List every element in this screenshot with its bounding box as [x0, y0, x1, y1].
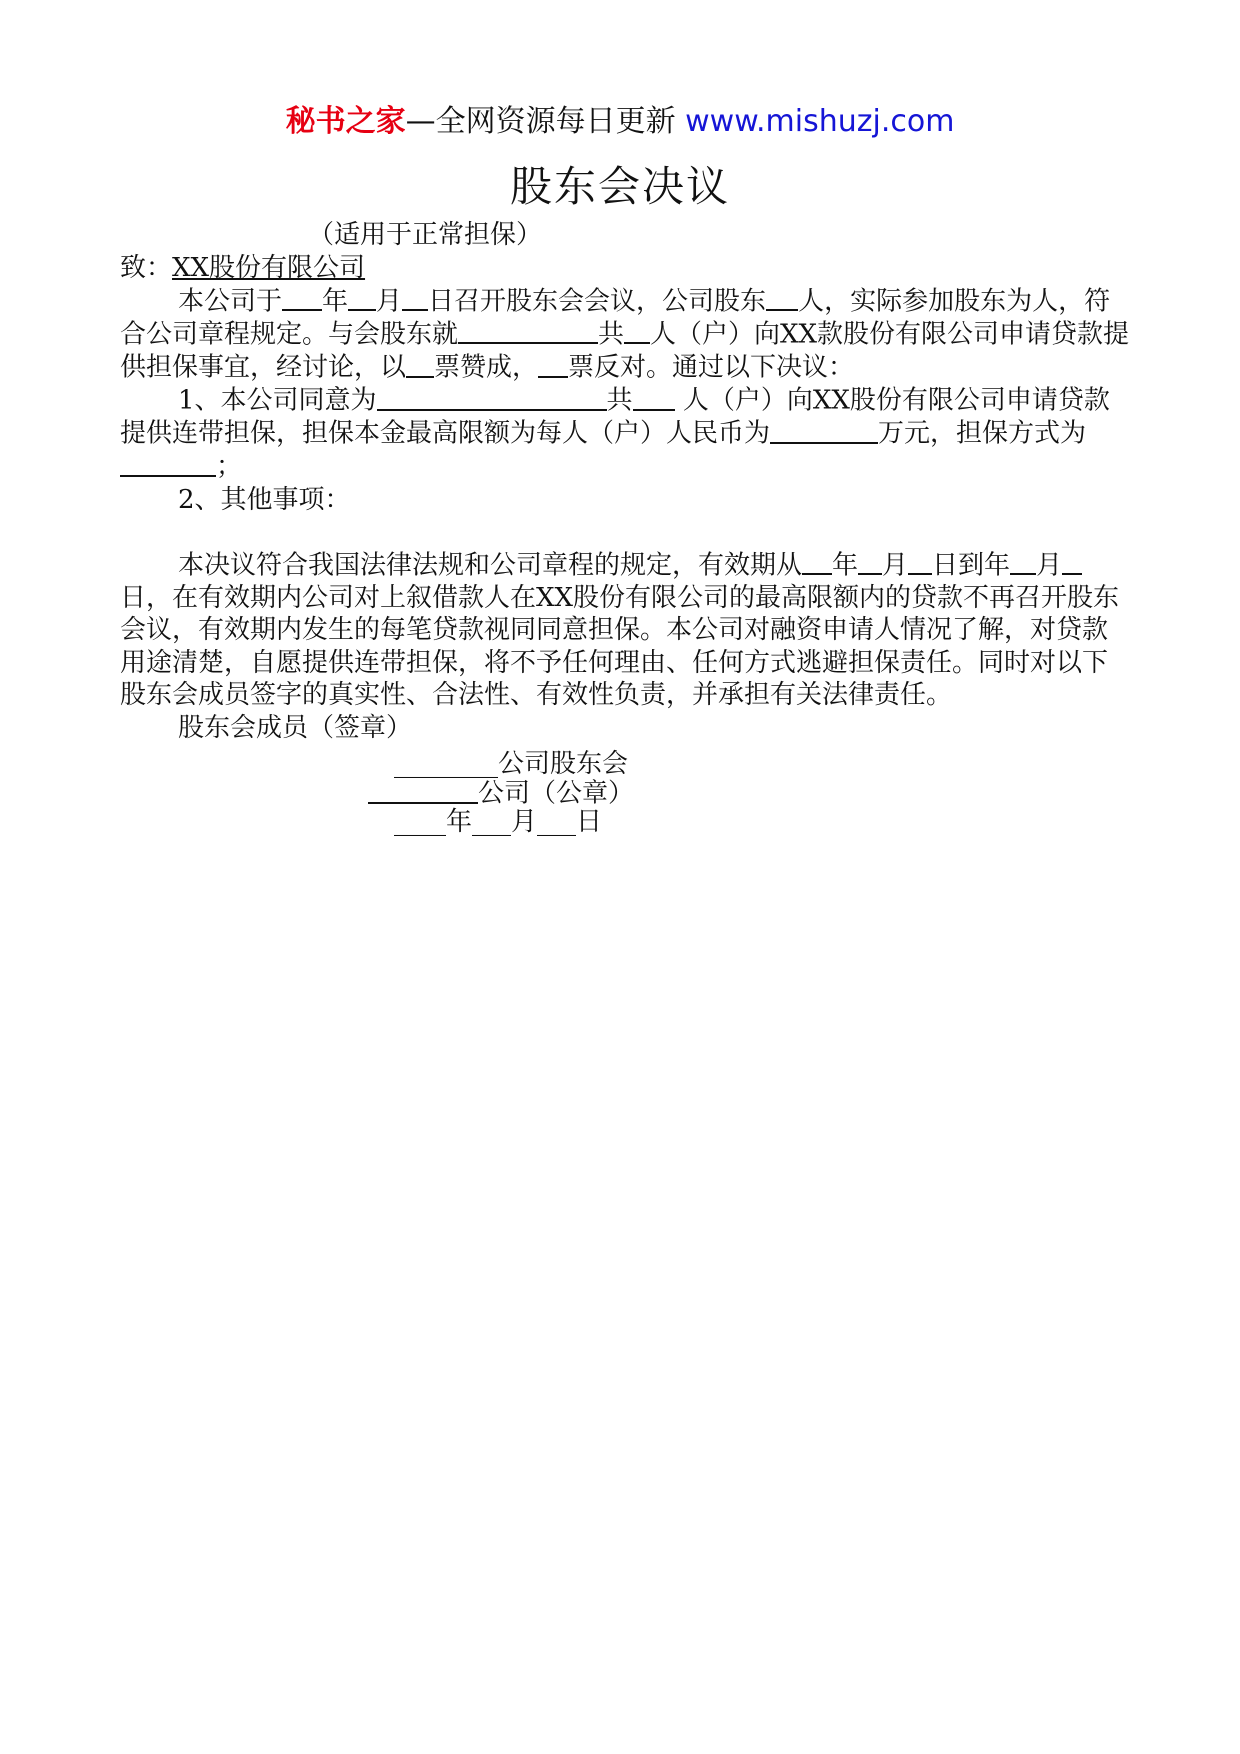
header-slogan: —全网资源每日更新 — [405, 104, 676, 139]
blank-party-count — [633, 384, 675, 411]
text-run: 人，实际参加股东为人，符合公司章程规定。与会股东就 — [120, 286, 1111, 350]
text-run: 月 — [882, 550, 909, 581]
validity-paragraph — [120, 549, 1130, 712]
text-run: 本公司于 — [178, 286, 283, 317]
blank-end-month — [1010, 549, 1036, 576]
blank-year — [282, 285, 322, 312]
text-run: 月 — [1036, 550, 1063, 581]
text-run: 共 — [598, 319, 625, 350]
blank-votes-against — [538, 351, 568, 378]
blank-start-month — [858, 549, 882, 576]
site-url[interactable]: www.mishuzj.com — [685, 104, 955, 139]
text-run: 共 — [606, 385, 633, 416]
signature-date: ____年___月___日 — [394, 807, 603, 837]
signature-board: ________公司股东会 — [394, 749, 629, 779]
text-run: 票赞成， — [434, 352, 539, 383]
resolution-item-2: 2、其他事项： — [178, 484, 351, 515]
text-run: 年 — [832, 550, 859, 581]
document-title: 股东会决议 — [509, 162, 730, 211]
brand-name: 秘书之家 — [285, 104, 406, 139]
text-run: 票反对。通过以下决议： — [568, 352, 855, 383]
blank-shareholder-count — [766, 285, 798, 312]
text-run: 人（户）向XX股份有限公司申请贷款提供连带担保，担保本金最高限额为每人（户）人民币为 — [120, 385, 1110, 449]
text-run: 日到年 — [932, 550, 1011, 581]
text-run: 本决议符合我国法律法规和公司章程的规定，有效期从 — [178, 550, 803, 581]
addressee-prefix: 致： — [120, 253, 173, 283]
document-body — [120, 252, 1130, 744]
blank-borrower-name — [458, 318, 598, 345]
blank-end-day — [1062, 549, 1082, 576]
text-run: 万元，担保方式为 — [878, 418, 1087, 449]
blank-day — [402, 285, 428, 312]
blank-household-count — [624, 318, 650, 345]
blank-guaranteed-party — [377, 384, 607, 411]
blank-votes-for — [406, 351, 434, 378]
signature-seal: 公司（公章） — [478, 778, 635, 809]
text-run: 月 — [376, 286, 403, 317]
text-run: 日，在有效期内公司对上叙借款人在XX股份有限公司的最高限额内的贷款不再召开股东会议，有效期内发生的每笔贷款视同同意担保。本公司对融资申请人情况了解，对贷款用途清楚，自愿提供连带担保，将不予任何理由、任何方式逃避担保责任。同时对以下股东会成员签字的真实性、合法性、有效性负责，并承担有关法律责任。 — [120, 582, 1120, 711]
blank-company-name — [368, 777, 478, 804]
addressee-line — [120, 252, 1130, 285]
blank-guarantee-method — [120, 450, 216, 477]
text-run: 日召开股东会会议，公司股东 — [428, 286, 767, 317]
blank-month — [348, 285, 376, 312]
text-run: ； — [216, 452, 243, 483]
text-run: 年 — [322, 286, 349, 317]
document-subtitle: （适用于正常担保） — [308, 220, 543, 250]
blank-start-day — [908, 549, 932, 576]
resolution-item-1 — [120, 384, 1130, 484]
blank-max-amount — [770, 417, 878, 444]
addressee-company: XX股份有限公司 — [172, 253, 366, 283]
text-run: 1、本公司同意为 — [178, 385, 377, 416]
members-signature-label: 股东会成员（签章） — [178, 712, 413, 743]
meeting-paragraph — [120, 285, 1130, 385]
site-header — [0, 102, 1240, 142]
text-run: 人（户）向XX款股份有限公司申请贷款提供担保事宜，经讨论，以 — [120, 319, 1130, 383]
blank-start-year — [802, 549, 832, 576]
